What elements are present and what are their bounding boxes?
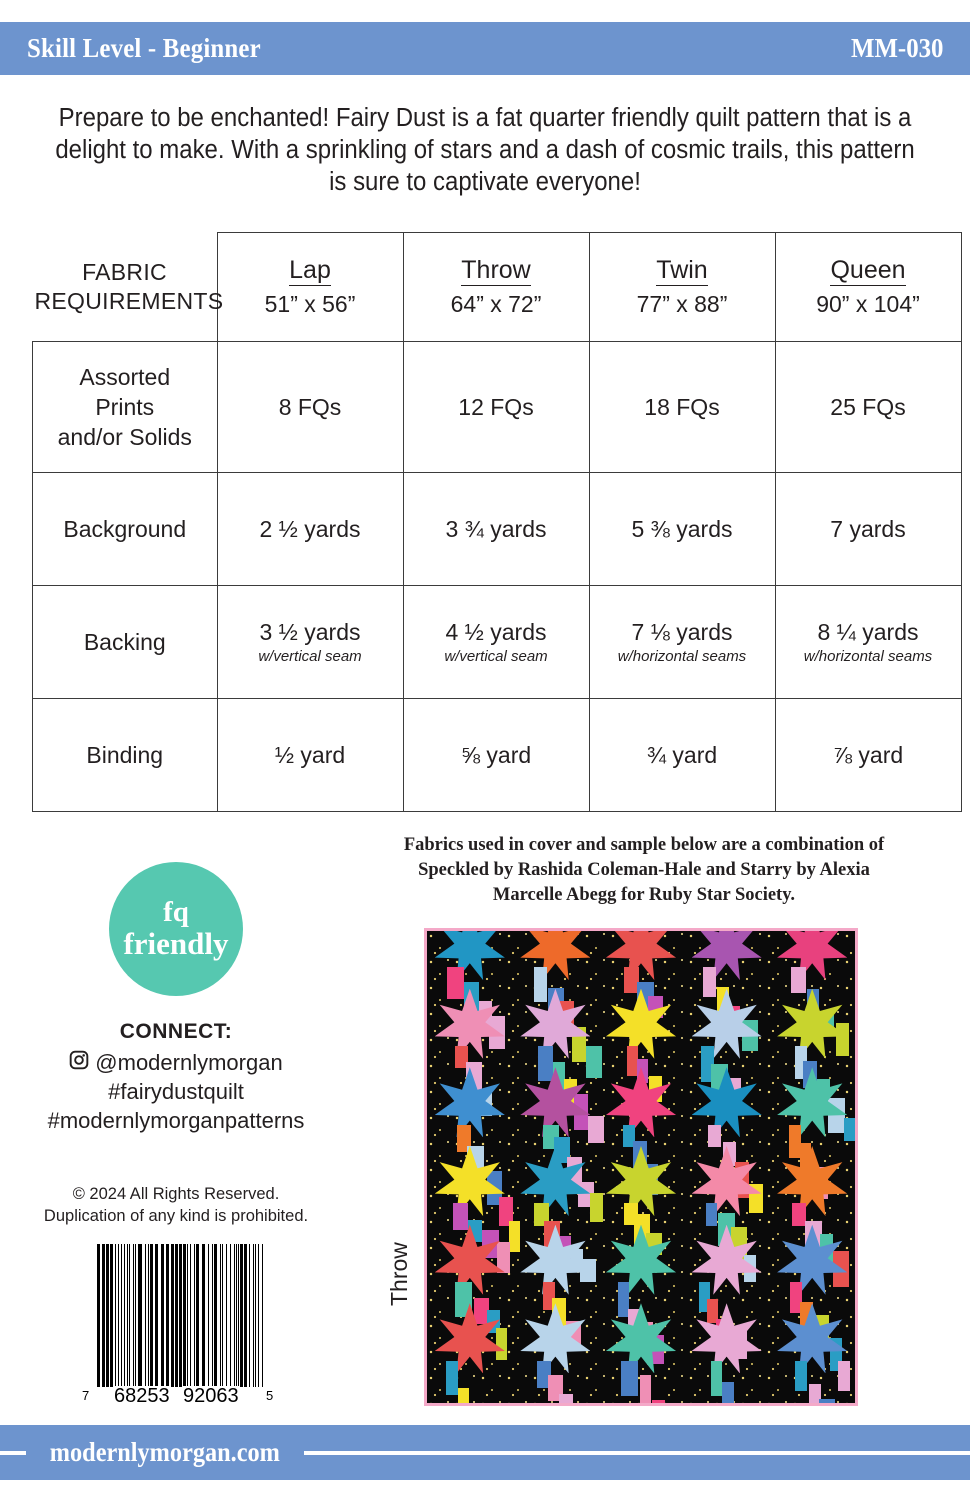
quilt-star (606, 931, 676, 980)
cell-value: ⅞ yard (832, 742, 904, 768)
footer-rule-right (304, 1451, 970, 1455)
table-row-binding (33, 699, 962, 812)
cell-note: w/vertical seam (444, 648, 548, 665)
row-label-assorted-line1: Assorted (79, 364, 171, 390)
top-banner (0, 22, 970, 75)
cell-value: 7 ⅛ yards (631, 619, 733, 645)
instagram-handle[interactable]: @modernlymorgan (95, 1050, 283, 1075)
size-header-twin (589, 233, 775, 342)
fabric-credit-line-3: Marcelle Abegg for Ruby Star Society. (492, 885, 796, 905)
fabric-requirements-table (32, 232, 962, 812)
cell-assorted-queen (775, 342, 961, 473)
corner-line-2: REQUIREMENTS (34, 287, 224, 314)
cell-assorted-lap (217, 342, 403, 473)
quilt-trail-patch (446, 1361, 459, 1396)
cell-background-twin (589, 473, 775, 586)
footer-rule-left (0, 1451, 26, 1455)
cell-binding-lap (217, 699, 403, 812)
row-label-assorted (33, 342, 218, 473)
quilt-trail-patch (838, 1361, 850, 1391)
quilt-trail-patch (819, 1399, 835, 1403)
size-dim-twin: 77” x 88” (636, 291, 728, 317)
cell-backing-lap (217, 586, 403, 699)
cell-assorted-throw (403, 342, 589, 473)
quilt-star (606, 1067, 676, 1137)
cell-note: w/vertical seam (258, 648, 362, 665)
table-row-assorted-prints (33, 342, 962, 473)
quilt-trail-patch (621, 1361, 638, 1397)
quilt-trail-patch (534, 967, 547, 1002)
size-header-queen (775, 233, 961, 342)
size-dim-lap: 51” x 56” (264, 291, 356, 317)
quilt-star (606, 1225, 676, 1295)
quilt-trail-patch (447, 967, 464, 999)
cell-binding-throw (403, 699, 589, 812)
row-label-backing: Backing (33, 586, 218, 699)
cell-background-throw (403, 473, 589, 586)
quilt-star (435, 931, 505, 980)
barcode-check-digit: 5 (266, 1386, 273, 1406)
cell-value: 4 ½ yards (445, 619, 547, 645)
quilt-trail-patch (836, 1023, 850, 1056)
copyright-line-2: Duplication of any kind is prohibited. (43, 1207, 309, 1225)
table-row-background (33, 473, 962, 586)
footer-website: modernlymorgan.com (49, 1437, 280, 1467)
quilt-trail-patch (791, 967, 806, 993)
quilt-star (606, 1303, 676, 1373)
fq-badge-line-2: friendly (123, 926, 229, 962)
quilt-trail-patch (652, 1400, 665, 1403)
connect-title: CONNECT: (119, 1020, 233, 1043)
barcode (82, 1244, 282, 1407)
row-label-binding: Binding (33, 699, 218, 812)
instagram-icon (69, 1050, 89, 1075)
quilt-artwork (427, 931, 855, 1403)
quilt-trail-patch (453, 1203, 469, 1230)
size-name-throw: Throw (461, 256, 531, 284)
quilt-star (777, 931, 847, 980)
cell-background-lap (217, 473, 403, 586)
cell-value: 2 ½ yards (259, 516, 361, 542)
barcode-lead-digit: 7 (82, 1386, 89, 1406)
barcode-bars (97, 1244, 267, 1387)
table-header-row (33, 233, 962, 342)
cell-value: 25 FQs (830, 394, 906, 420)
cell-value: 3 ¾ yards (445, 516, 547, 542)
quilt-star (606, 1146, 676, 1216)
copyright-block (20, 1183, 332, 1227)
cell-assorted-twin (589, 342, 775, 473)
quilt-trail-patch (590, 1193, 603, 1222)
quilt-star (692, 1303, 762, 1373)
size-header-lap (217, 233, 403, 342)
quilt-trail-patch (708, 1125, 722, 1148)
quilt-trail-patch (588, 1116, 604, 1142)
quilt-trail-patch (703, 967, 717, 997)
fq-friendly-badge (109, 862, 243, 996)
size-name-queen: Queen (830, 256, 906, 284)
row-label-assorted-line3: and/or Solids (57, 424, 192, 450)
quilt-trail-patch (844, 1118, 855, 1141)
quilt-star (520, 931, 590, 980)
copyright-line-1: © 2024 All Rights Reserved. (72, 1185, 280, 1203)
quilt-trail-patch (792, 1203, 806, 1225)
quilt-canvas (427, 931, 855, 1403)
cell-note: w/horizontal seams (617, 648, 747, 665)
quilt-trail-patch (509, 1221, 520, 1252)
quilt-trail-patch (640, 1375, 652, 1403)
quilt-star (606, 989, 676, 1059)
skill-level-text: Skill Level - Beginner (27, 33, 261, 63)
quilt-trail-patch (722, 1382, 734, 1403)
barcode-digits (82, 1384, 282, 1406)
cell-backing-throw (403, 586, 589, 699)
cell-note: w/horizontal seams (803, 648, 933, 665)
instagram-row[interactable] (20, 1048, 332, 1077)
intro-paragraph: Prepare to be enchanted! Fairy Dust is a fat quarter friendly quilt pattern that is a delight to make. With a sprinkling of stars and a dash of cosmic trails, this pattern is sure to captivate everyone! (55, 104, 915, 196)
fabric-credit-text (352, 833, 936, 908)
size-dim-queen: 90” x 104” (816, 291, 920, 317)
cell-value: 7 yards (830, 516, 906, 542)
quilt-star (777, 1146, 847, 1216)
barcode-group-2: 92063 (183, 1385, 239, 1407)
size-header-throw (403, 233, 589, 342)
size-name-lap: Lap (289, 256, 331, 284)
cell-value: 8 FQs (278, 394, 342, 420)
cell-value: ⅝ yard (460, 742, 532, 768)
quilt-size-label: Throw (386, 1242, 412, 1306)
size-dim-throw: 64” x 72” (450, 291, 542, 317)
table-corner-cell (33, 233, 224, 342)
cell-value: 18 FQs (644, 394, 720, 420)
cell-value: ¾ yard (646, 742, 718, 768)
hashtag-modernlymorganpatterns[interactable]: #modernlymorganpatterns (47, 1108, 305, 1133)
connect-block (20, 1018, 332, 1135)
cell-background-queen (775, 473, 961, 586)
cell-backing-twin (589, 586, 775, 699)
quilt-sample-photo (424, 928, 858, 1406)
quilt-trail-patch (795, 1361, 807, 1392)
pattern-code-text: MM-030 (850, 33, 943, 63)
quilt-trail-patch (458, 1388, 469, 1403)
fabric-credit-line-2: Speckled by Rashida Coleman-Hale and Starry by Alexia (418, 860, 870, 880)
quilt-trail-patch (538, 1046, 553, 1081)
cell-value: 8 ¼ yards (817, 619, 919, 645)
barcode-group-1: 68253 (114, 1385, 170, 1407)
table-row-backing (33, 586, 962, 699)
hashtag-fairydustquilt[interactable]: #fairydustquilt (108, 1079, 244, 1104)
quilt-trail-patch (496, 1328, 507, 1361)
cell-binding-twin (589, 699, 775, 812)
fq-badge-line-1: fq (163, 895, 189, 928)
quilt-trail-patch (559, 1394, 573, 1403)
row-label-background: Background (33, 473, 218, 586)
cell-value: 3 ½ yards (259, 619, 361, 645)
corner-line-1: FABRIC (82, 258, 167, 285)
fabric-credit-line-1: Fabrics used in cover and sample below are a combination of (403, 835, 885, 855)
cell-value: 12 FQs (458, 394, 534, 420)
row-label-assorted-line2: Prints (95, 394, 155, 420)
cell-binding-queen (775, 699, 961, 812)
quilt-trail-patch (711, 1361, 723, 1397)
cell-backing-queen (775, 586, 961, 699)
quilt-trail-patch (706, 1203, 717, 1226)
cell-value: ½ yard (274, 742, 346, 768)
size-name-twin: Twin (656, 256, 708, 284)
cell-value: 5 ⅜ yards (631, 516, 733, 542)
footer-banner (0, 1425, 970, 1480)
quilt-trail-patch (586, 1046, 602, 1078)
